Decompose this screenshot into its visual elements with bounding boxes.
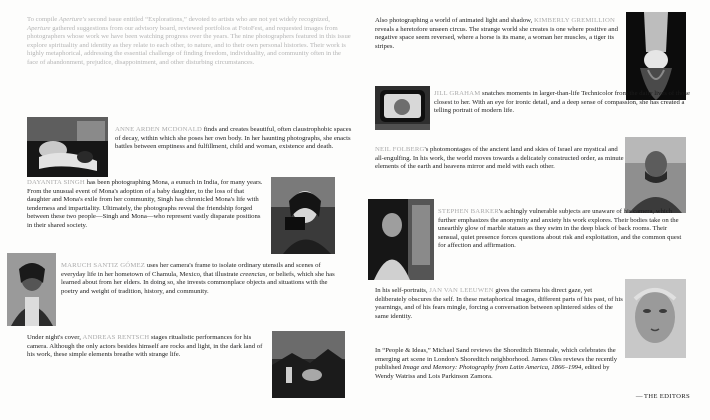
- intro-text-1: To compile: [27, 16, 58, 23]
- photo-graham: [375, 86, 430, 130]
- intro-paragraph: [27, 16, 352, 67]
- entry-text-mcdonald: finds and creates beautiful, often claustrophobic spaces of decay, within which she poses her own body. In her haunting photographs, she enacts battles between emptiness and fulfillment, child and woman, existence and death.: [115, 126, 352, 151]
- signature-dash: —: [635, 393, 643, 400]
- entry-text-rentsch: stages ritualistic performances for his camera. Although the only actors besides himself are rocks and light, in the dark land of his work, these simple elements breathe with strange life.: [27, 334, 263, 359]
- magazine-title-2: Aperture: [27, 24, 51, 32]
- photo-rentsch: [272, 331, 345, 398]
- photographer-name-folberg: NEIL FOLBERG: [375, 146, 425, 153]
- intro-text-3: gathered suggestions from our advisory board, reviewed portfolios at FotoFest, and requested images from photographers whose work we have been watching progress over the years. The nine photographers featured in this issue explore spirituality and identity as they relate to each other, to nature, and to their own personal histories. Their work is highly metaphorical, addressing the essential challenge of finding freedom, individuality, and community often in the face of abandonment, prejudice, disappointment, and other disturbing circumstances.: [27, 24, 351, 66]
- closing-paragraph: [375, 347, 627, 381]
- photo-barker: [368, 199, 434, 280]
- entry-text-graham: snatches moments in larger-than-life Technicolor from the daily lives of those closest to her. With an eye for ironic detail, and a deep sense of compassion, she has created a telling portrait of modern life.: [434, 90, 690, 115]
- photographer-name-gremillion: KIMBERLY GREMILLION: [533, 17, 616, 24]
- entry-folberg: [375, 146, 625, 172]
- photo-gomez: [7, 253, 56, 326]
- photographer-name-barker: STEPHEN BARKER: [438, 208, 499, 215]
- entry-text-gremillion: reveals a heretofore unseen circus. The strange world she creates is one where positive and negative space seem reversed, where a horse is its mane, a woman her muscles, a tiger its stripes.: [375, 25, 618, 50]
- entry-text-gomez-1: uses her camera's frame to isolate ordinary utensils and scenes of everyday life in her hometown of Chamula, Mexico, that illustrate: [61, 262, 321, 278]
- photo-mcdonald: [27, 117, 108, 177]
- signature-text: THE EDITORS: [643, 393, 690, 400]
- entry-graham: [434, 90, 690, 116]
- photo-folberg: [625, 137, 686, 213]
- entry-singh: [27, 179, 267, 230]
- photo-singh: [271, 177, 335, 254]
- entry-rentsch: [27, 334, 271, 360]
- photographer-name-leeuwen: JAN VAN LEEUWEN: [429, 287, 494, 294]
- entry-text-singh: has been photographing Mona, a eunuch in India, for many years. From the unusual event of Mona's adoption of a baby daughter, to the loss of that daughter and Mona's exile from her community, Singh has chronicled Mona's life with tenderness and impartiality. Ultimately, the photographs reveal the friendship forged between these two people—Singh and Mona—who represent vastly disparate positions in their shared society.: [27, 179, 263, 229]
- photographer-name-graham: JILL GRAHAM: [434, 90, 481, 97]
- editors-signature: [636, 393, 690, 400]
- entry-text-barker: 's achingly vulnerable subjects are unaware of his camera, which further emphasizes the anonymity and anxiety his work explores. Their bodies take on the unearthly glow of marble statues as they swim in the deep black of back rooms. Their sensual, quiet presence forces questions about risk and exploitation, and the common quest for affection and affirmation.: [438, 208, 682, 250]
- closing-text-2: edited by Wendy Watriss and Lois Parkinson Zamora.: [375, 364, 610, 380]
- intro-text-2: second issue entitled “Explorations,” devoted to artists who are not yet widely recognized,: [88, 16, 330, 23]
- entry-lead-gremillion: Also photographing a world of animated light and shadow,: [375, 17, 533, 24]
- entry-term-creencias: creencias,: [240, 270, 268, 278]
- closing-text-1: In “People & Ideas,” Michael Sand reviews the Shoreditch Biennale, which celebrates the emerging art scene in London's Shoreditch neighborhood. James Oles reviews the recently published: [375, 347, 618, 372]
- entry-text-gomez-2: or beliefs, which she has learned about from her elders. In doing so, she invests commonplace objects and situations with the poetry and weight of tradition, history, and community.: [61, 270, 335, 295]
- entry-text-leeuwen: gives the camera his direct gaze, yet deliberately obscures the self. In these metaphorical images, different parts of his past, of his yearnings, and of his fears mingle, forcing a conversation between splintered sides of the same identity.: [375, 287, 623, 320]
- entry-mcdonald: [115, 126, 357, 152]
- entry-text-folberg: 's photomontages of the ancient land and skies of Israel are mystical and all-engulfing. In his work, the world moves towards a delicately constructed order, as minute elements of the earth and heavens mirror and meld with each other.: [375, 146, 624, 171]
- magazine-title: Aperture's: [58, 16, 87, 23]
- photographer-name-rentsch: ANDREAS RENTSCH: [82, 334, 150, 341]
- photographer-name-gomez: MARUCH SANTIZ GÓMEZ: [61, 262, 146, 269]
- photo-gremillion: [626, 12, 686, 100]
- book-title: Image and Memory: Photography from Latin America, 1866–1994,: [402, 364, 584, 372]
- entry-gremillion: [375, 17, 625, 51]
- entry-leeuwen: [375, 287, 625, 321]
- photographer-name-singh: DAYANITA SINGH: [27, 179, 85, 186]
- entry-barker: [438, 208, 690, 251]
- entry-lead-rentsch: Under night's cover,: [27, 334, 81, 341]
- photo-leeuwen: [625, 279, 686, 358]
- entry-gomez: [61, 262, 346, 296]
- photographer-name-mcdonald: ANNE ARDEN MCDONALD: [115, 126, 203, 133]
- entry-lead-leeuwen: In his self-portraits,: [375, 287, 428, 294]
